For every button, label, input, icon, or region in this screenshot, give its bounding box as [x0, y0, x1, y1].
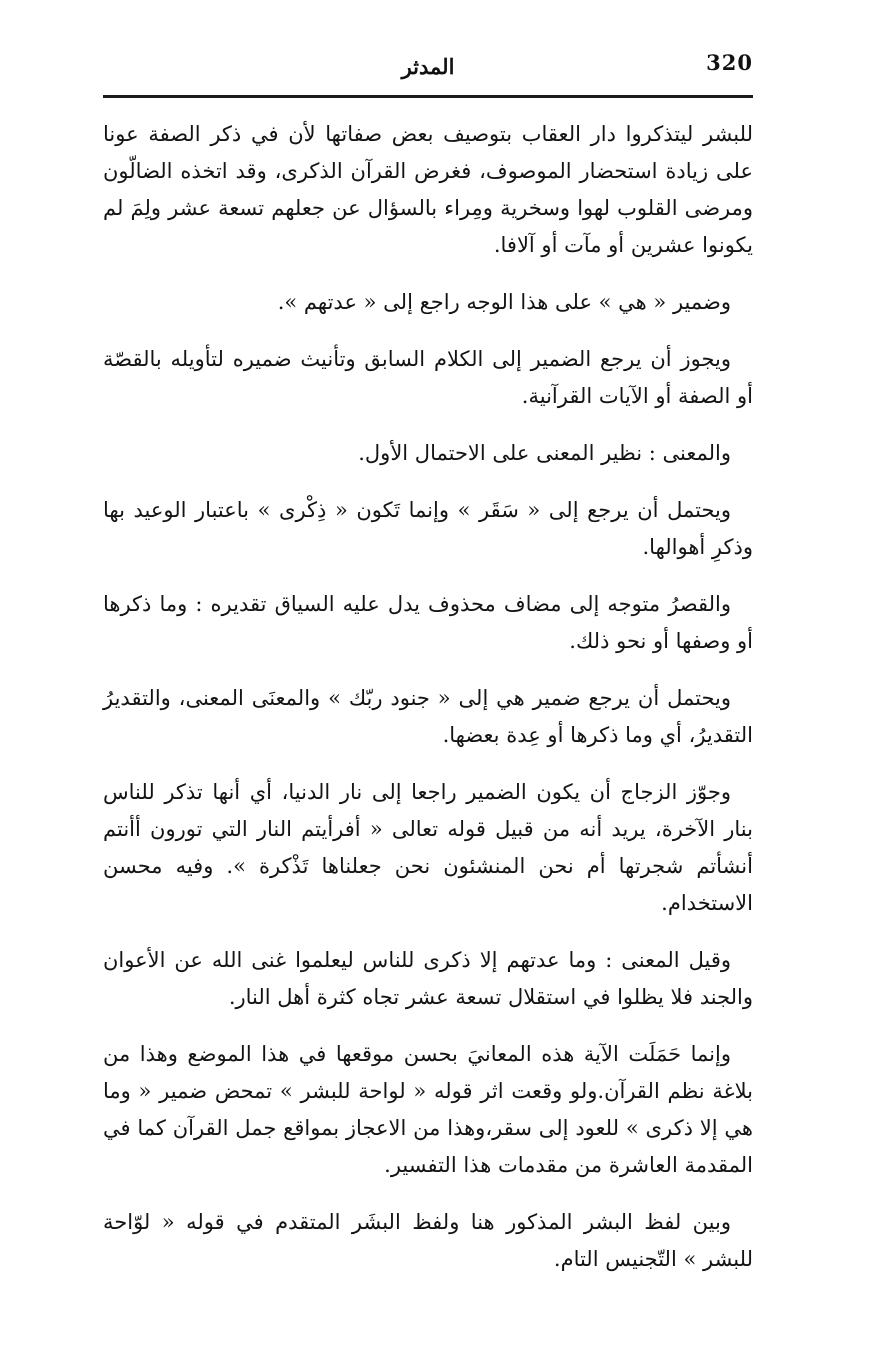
- paragraph: للبشر ليتذكروا دار العقاب بتوصيف بعض صفاتها لأن في ذكر الصفة عونا على زيادة استحضار الموصوف، فغرض القرآن الذكرى، وقد اتخذه الضالّون ومرضى القلوب لهوا وسخرية ومِراء بالسؤال عن جعلهم تسعة عشر ولِمَ لم يكونوا عشرين أو مآت أو آلافا.: [103, 122, 753, 257]
- paragraph: والقصرُ متوجه إلى مضاف محذوف يدل عليه السياق تقديره : وما ذكرها أو وصفها أو نحو ذلك.: [103, 592, 753, 653]
- paragraph: وإنما حَمَلَت الآية هذه المعانيَ بحسن موقعها في هذا الموضع وهذا من بلاغة نظم القرآن.ولو وقعت اثر قوله « لواحة للبشر » تمحض ضمير « وما هي إلا ذكرى » للعود إلى سقر،وهذا من الاعجاز بمواقع جمل القرآن كما في المقدمة العاشرة من مقدمات هذا التفسير.: [103, 1042, 753, 1177]
- page-header: [103, 44, 753, 100]
- header-rule: [103, 95, 753, 98]
- body-text: [103, 116, 753, 1298]
- paragraph: ويجوز أن يرجع الضمير إلى الكلام السابق وتأنيث ضميره لتأويله بالقصّة أو الصفة أو الآيات القرآنية.: [103, 347, 753, 408]
- paragraph: ويحتمل أن يرجع إلى « سَقَر » وإنما تَكون « ذِكْرى » باعتبار الوعيد بها وذكرِ أهوالها.: [103, 498, 753, 559]
- paragraph: ويحتمل أن يرجع ضمير هي إلى « جنود ربّك » والمعنَى المعنى، والتقديرُ التقديرُ، أي وما ذكرها أو عِدة بعضها.: [103, 686, 753, 747]
- paragraph: وقيل المعنى : وما عدتهم إلا ذكرى للناس ليعلموا غنى الله عن الأعوان والجند فلا يظلوا في استقلال تسعة عشر تجاه كثرة أهل النار.: [103, 948, 753, 1009]
- paragraph: والمعنى : نظير المعنى على الاحتمال الأول.: [358, 441, 731, 465]
- paragraph: وبين لفظ البشر المذكور هنا ولفظ البشَر المتقدم في قوله « لوّاحة للبشر » التّجنيس التام.: [103, 1210, 753, 1271]
- page-number: 320: [706, 50, 753, 75]
- running-title: المدثر: [401, 54, 455, 79]
- paragraph: وضمير « هي » على هذا الوجه راجع إلى « عدتهم ».: [277, 290, 731, 314]
- paragraph: وجوّز الزجاج أن يكون الضمير راجعا إلى نار الدنيا، أي أنها تذكر للناس بنار الآخرة، يريد أنه من قبيل قوله تعالى « أفرأيتم النار التي تورون أأنتم أنشأتم شجرتها أم نحن المنشئون نحن جعلناها تَذْكرة ». وفيه محسن الاستخدام.: [103, 780, 753, 915]
